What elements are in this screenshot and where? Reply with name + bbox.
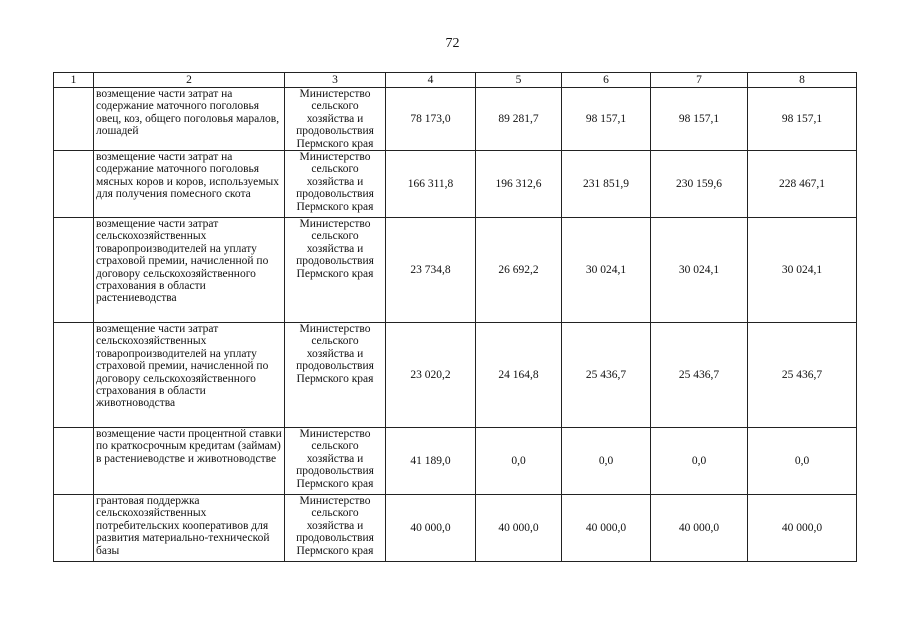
- column-header: 5: [476, 73, 562, 88]
- table-row: [54, 323, 857, 428]
- column-number-row: [54, 73, 857, 88]
- value-cell: 40 000,0: [386, 495, 476, 562]
- value-cell: 89 281,7: [476, 88, 562, 151]
- value-cell: 41 189,0: [386, 428, 476, 495]
- column-header: 3: [285, 73, 386, 88]
- responsible-agency: Министерство сельского хозяйства и продовольствия Пермского края: [285, 151, 386, 218]
- value-cell: 231 851,9: [562, 151, 651, 218]
- value-cell: 166 311,8: [386, 151, 476, 218]
- row-index-cell: [54, 88, 94, 151]
- value-cell: 30 024,1: [562, 218, 651, 323]
- responsible-agency: Министерство сельского хозяйства и продовольствия Пермского края: [285, 88, 386, 151]
- value-cell: 40 000,0: [651, 495, 748, 562]
- measure-description: возмещение части затрат на содержание маточного поголовья овец, коз, общего поголовья маралов, лошадей: [94, 88, 285, 151]
- table-row: [54, 218, 857, 323]
- row-index-cell: [54, 218, 94, 323]
- value-cell: 23 020,2: [386, 323, 476, 428]
- column-header: 8: [748, 73, 857, 88]
- measure-description: возмещение части затрат сельскохозяйственных товаропроизводителей на уплату страховой премии, начисленной по договору сельскохозяйственного страхования в области животноводства: [94, 323, 285, 428]
- page-number: 72: [445, 36, 460, 51]
- measure-description: возмещение части процентной ставки по краткосрочным кредитам (займам) в растениеводстве и животноводстве: [94, 428, 285, 495]
- responsible-agency: Министерство сельского хозяйства и продовольствия Пермского края: [285, 323, 386, 428]
- row-index-cell: [54, 151, 94, 218]
- value-cell: 30 024,1: [748, 218, 857, 323]
- column-header: 6: [562, 73, 651, 88]
- value-cell: 0,0: [651, 428, 748, 495]
- column-header: 4: [386, 73, 476, 88]
- column-header: 1: [54, 73, 94, 88]
- row-index-cell: [54, 323, 94, 428]
- value-cell: 25 436,7: [748, 323, 857, 428]
- measure-description: возмещение части затрат сельскохозяйственных товаропроизводителей на уплату страховой премии, начисленной по договору сельскохозяйственного страхования в области растениеводства: [94, 218, 285, 323]
- row-index-cell: [54, 428, 94, 495]
- table-row: [54, 88, 857, 151]
- value-cell: 0,0: [476, 428, 562, 495]
- value-cell: 196 312,6: [476, 151, 562, 218]
- value-cell: 0,0: [562, 428, 651, 495]
- value-cell: 40 000,0: [562, 495, 651, 562]
- table-row: [54, 495, 857, 562]
- column-header: 2: [94, 73, 285, 88]
- responsible-agency: Министерство сельского хозяйства и продовольствия Пермского края: [285, 428, 386, 495]
- value-cell: 26 692,2: [476, 218, 562, 323]
- responsible-agency: Министерство сельского хозяйства и продовольствия Пермского края: [285, 218, 386, 323]
- value-cell: 98 157,1: [748, 88, 857, 151]
- value-cell: 25 436,7: [651, 323, 748, 428]
- responsible-agency: Министерство сельского хозяйства и продовольствия Пермского края: [285, 495, 386, 562]
- value-cell: 98 157,1: [562, 88, 651, 151]
- value-cell: 40 000,0: [748, 495, 857, 562]
- value-cell: 78 173,0: [386, 88, 476, 151]
- table-row: [54, 428, 857, 495]
- budget-table: [53, 72, 857, 562]
- value-cell: 230 159,6: [651, 151, 748, 218]
- table-row: [54, 151, 857, 218]
- value-cell: 25 436,7: [562, 323, 651, 428]
- value-cell: 40 000,0: [476, 495, 562, 562]
- value-cell: 24 164,8: [476, 323, 562, 428]
- value-cell: 98 157,1: [651, 88, 748, 151]
- value-cell: 228 467,1: [748, 151, 857, 218]
- measure-description: грантовая поддержка сельскохозяйственных потребительских кооперативов для развития материально-технической базы: [94, 495, 285, 562]
- value-cell: 30 024,1: [651, 218, 748, 323]
- measure-description: возмещение части затрат на содержание маточного поголовья мясных коров и коров, используемых для получения помесного скота: [94, 151, 285, 218]
- column-header: 7: [651, 73, 748, 88]
- row-index-cell: [54, 495, 94, 562]
- value-cell: 0,0: [748, 428, 857, 495]
- value-cell: 23 734,8: [386, 218, 476, 323]
